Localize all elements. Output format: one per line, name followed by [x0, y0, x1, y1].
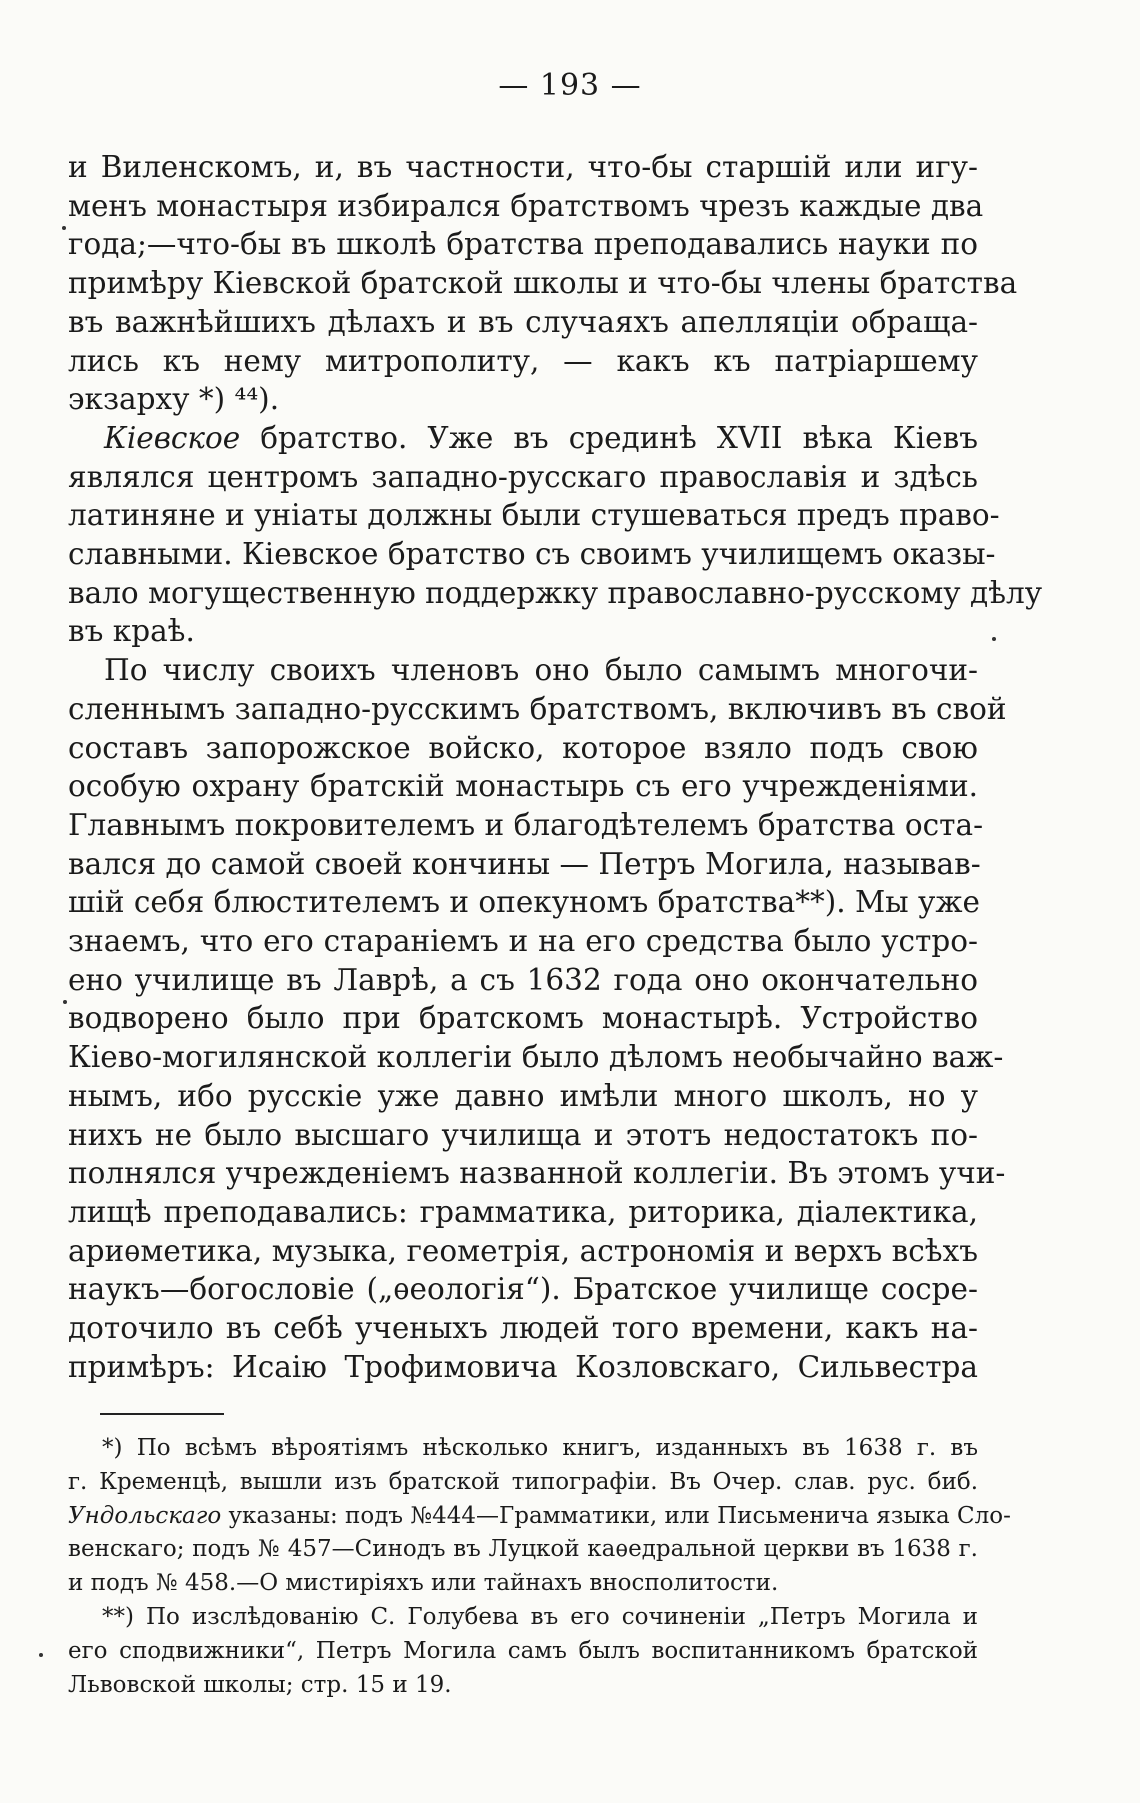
text-line-17: особую охрану братскій монастырь съ его учрежденіями.: [68, 769, 978, 804]
main-text: [68, 148, 1043, 1387]
text-line-3: года;—что-бы въ школѣ братства преподавались науки по: [68, 227, 978, 262]
print-speck-2: [992, 637, 996, 641]
text-line-26: нихъ не было высшаго училища и этотъ недостатокъ по-: [68, 1117, 978, 1152]
footnote-line-6: **) По изслѣдованію С. Голубева въ его сочиненіи „Петръ Могила и: [102, 1603, 978, 1630]
text-line-2: менъ монастыря избирался братствомъ чрезъ каждые два: [68, 188, 984, 223]
text-line-19: вался до самой своей кончины — Петръ Могила, называв-: [68, 846, 981, 881]
text-line-32: примѣръ: Исаію Трофимовича Козловскаго, Сильвестра: [68, 1349, 978, 1384]
text-line-18: Главнымъ покровителемъ и благодѣтелемъ братства оста-: [68, 807, 984, 842]
footnote-line-2: г. Кременцѣ, вышли изъ братской типографіи. Въ Очер. слав. рус. биб.: [68, 1468, 978, 1495]
footnote-line-4: венскаго; подъ № 457—Синодъ въ Луцкой каѳедральной церкви въ 1638 г.: [68, 1536, 978, 1563]
text-line-14: По числу своихъ членовъ оно было самымъ многочи-: [104, 653, 978, 688]
text-line-11: славными. Кіевское братство съ своимъ училищемъ оказы-: [68, 537, 996, 572]
text-line-22: ено училище въ Лаврѣ, а съ 1632 года оно окончательно: [68, 962, 978, 997]
text-line-6: лись къ нему митрополиту, — какъ къ патріаршему: [68, 343, 978, 378]
italic-heading-kievskoe: Кіевское: [104, 420, 241, 455]
print-speck-3: [63, 1000, 67, 1004]
text-line-13: въ краѣ.: [68, 614, 195, 649]
text-line-29: ариѳметика, музыка, геометрія, астрономія и верхъ всѣхъ: [68, 1233, 978, 1268]
text-line-31: доточило въ себѣ ученыхъ людей того времени, какъ на-: [68, 1311, 978, 1346]
footnote-line-1: *) По всѣмъ вѣроятіямъ нѣсколько книгъ, изданныхъ въ 1638 г. въ: [102, 1435, 978, 1461]
text-line-10: латиняне и уніаты должны были стушеваться предъ право-: [68, 498, 1000, 533]
footnote-line-3: [68, 1500, 1011, 1534]
text-line-20: шій себя блюстителемъ и опекуномъ братства**). Мы уже: [68, 885, 980, 920]
text-line-16: составъ запорожское войско, которое взяло подъ свою: [68, 730, 978, 765]
text-line-9: являлся центромъ западно-русскаго православія и здѣсь: [68, 459, 978, 494]
print-speck-4: [39, 1653, 43, 1657]
text-line-7: экзарху *) ⁴⁴).: [68, 382, 280, 417]
footnote-line-5: и подъ № 458.—О мистиріяхъ или тайнахъ вносполитости.: [68, 1570, 779, 1597]
text-line-12: вало могущественную поддержку православно-русскому дѣлу: [68, 575, 1043, 610]
footnote-divider: [100, 1413, 224, 1415]
page-number: — 193 —: [498, 68, 642, 103]
text-line-15: сленнымъ западно-русскимъ братствомъ, включивъ въ свой: [68, 691, 1007, 726]
footnote-line-3-rest: указаны: подъ №444—Грамматики, или Письменича языка Сло-: [228, 1502, 1011, 1529]
italic-author-undolsky: Ундольскаго: [68, 1502, 222, 1529]
text-line-25: нымъ, ибо русскіе уже давно имѣли много школъ, но у: [68, 1078, 978, 1113]
text-line-21: знаемъ, что его стараніемъ и на его средства было устро-: [68, 924, 978, 959]
text-line-24: Кіево-могилянской коллегіи было дѣломъ необычайно важ-: [68, 1040, 1004, 1075]
text-line-28: лищѣ преподавались: грамматика, риторика, діалектика,: [68, 1194, 978, 1229]
footnotes: [68, 1432, 1011, 1702]
text-line-23: водворено было при братскомъ монастырѣ. Устройство: [68, 1001, 978, 1036]
text-line-4: примѣру Кіевской братской школы и что-бы члены братства: [68, 266, 1018, 301]
text-line-8: [68, 419, 978, 458]
text-line-30: наукъ—богословіе („ѳеологія“). Братское училище сосре-: [68, 1272, 978, 1307]
print-speck-1: [62, 226, 66, 230]
text-line-8-rest: братство. Уже въ срединѣ XVII вѣка Кіевъ: [260, 420, 978, 455]
text-line-1: и Виленскомъ, и, въ частности, что-бы старшій или игу-: [68, 150, 978, 184]
footnote-line-8: Львовской школы; стр. 15 и 19.: [68, 1671, 452, 1698]
text-line-5: въ важнѣйшихъ дѣлахъ и въ случаяхъ апелляціи обраща-: [68, 304, 978, 339]
footnote-line-7: его сподвижники“, Петръ Могила самъ былъ воспитанникомъ братской: [68, 1637, 978, 1664]
text-line-27: полнялся учрежденіемъ названной коллегіи. Въ этомъ учи-: [68, 1156, 1006, 1191]
